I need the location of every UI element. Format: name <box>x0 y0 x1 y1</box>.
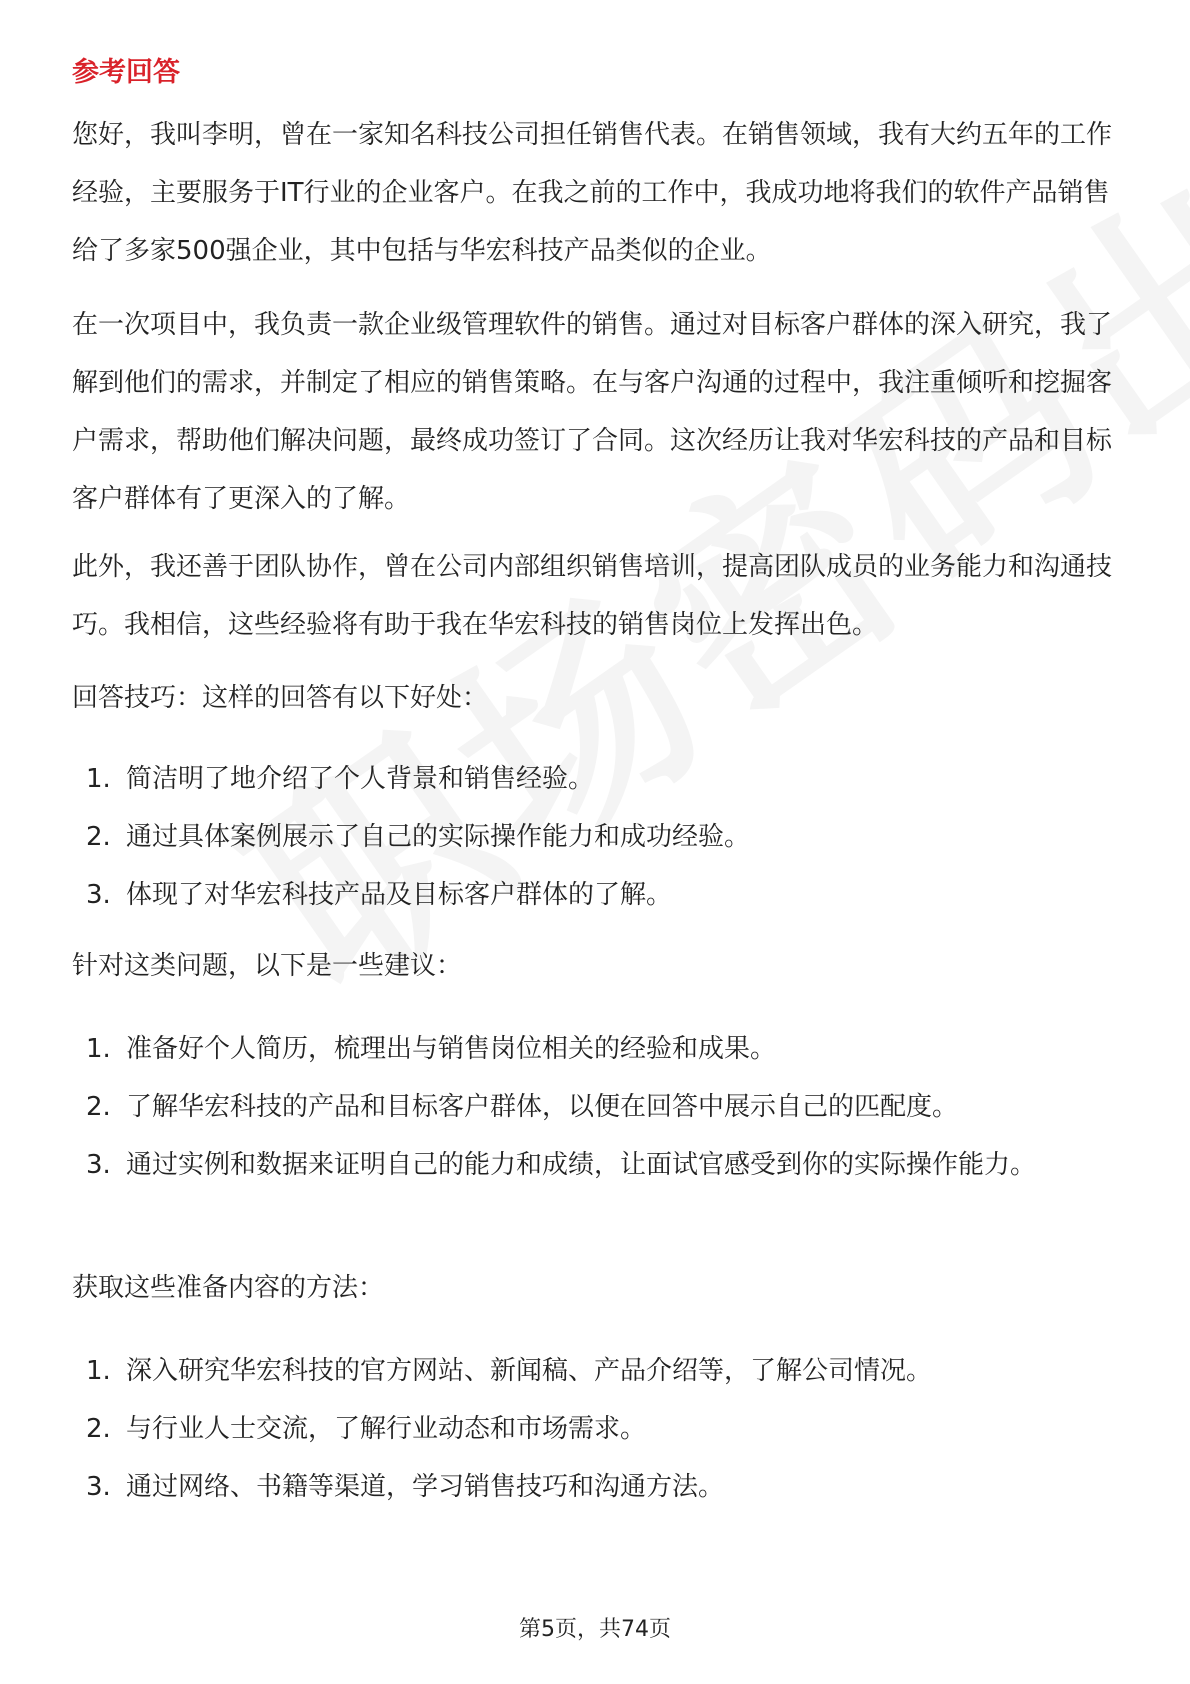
list-item <box>72 1020 1122 1078</box>
list-text: 准备好个人简历，梳理出与销售岗位相关的经验和成果。 <box>126 1034 777 1064</box>
tips-list <box>72 750 1122 924</box>
tips-label: 回答技巧：这样的回答有以下好处： <box>72 683 489 713</box>
list-number: 1. <box>86 1356 111 1386</box>
answer-paragraph-2: 在一次项目中，我负责一款企业级管理软件的销售。通过对目标客户群体的深入研究，我了解到他们的需求，并制定了相应的销售策略。在与客户沟通的过程中，我注重倾听和挖掘客户需求，帮助他们解决问题，最终成功签订了合同。这次经历让我对华宏科技的产品和目标客户群体有了更深入的了解。 <box>72 310 1113 514</box>
answer-paragraph-3: 此外，我还善于团队协作，曾在公司内部组织销售培训，提高团队成员的业务能力和沟通技巧。我相信，这些经验将有助于我在华宏科技的销售岗位上发挥出色。 <box>72 552 1113 640</box>
list-number: 1. <box>86 764 111 794</box>
list-item <box>72 1136 1122 1194</box>
list-number: 3. <box>86 1150 111 1180</box>
section-heading: 参考回答 <box>72 57 180 88</box>
list-number: 1. <box>86 1034 111 1064</box>
methods-label: 获取这些准备内容的方法： <box>72 1273 385 1303</box>
list-item <box>72 1078 1122 1136</box>
list-item <box>72 1342 1122 1400</box>
list-item <box>72 808 1122 866</box>
list-number: 3. <box>86 880 111 910</box>
list-text: 了解华宏科技的产品和目标客户群体，以便在回答中展示自己的匹配度。 <box>126 1092 959 1122</box>
list-item <box>72 1400 1122 1458</box>
page-footer: 第5页，共74页 <box>519 1617 671 1642</box>
list-text: 通过实例和数据来证明自己的能力和成绩，让面试官感受到你的实际操作能力。 <box>126 1150 1037 1180</box>
list-text: 通过具体案例展示了自己的实际操作能力和成功经验。 <box>126 822 751 852</box>
list-number: 2. <box>86 1092 111 1122</box>
list-number: 3. <box>86 1472 111 1502</box>
advice-list <box>72 1020 1122 1194</box>
list-item <box>72 1458 1122 1516</box>
list-item <box>72 866 1122 924</box>
list-item <box>72 750 1122 808</box>
answer-paragraph-1: 您好，我叫李明，曾在一家知名科技公司担任销售代表。在销售领域，我有大约五年的工作经验，主要服务于IT行业的企业客户。在我之前的工作中，我成功地将我们的软件产品销售给了多家500强企业，其中包括与华宏科技产品类似的企业。 <box>72 120 1113 266</box>
list-text: 与行业人士交流，了解行业动态和市场需求。 <box>126 1414 647 1444</box>
list-number: 2. <box>86 1414 111 1444</box>
list-number: 2. <box>86 822 111 852</box>
methods-list <box>72 1342 1122 1516</box>
advice-label: 针对这类问题，以下是一些建议： <box>72 951 463 981</box>
list-text: 通过网络、书籍等渠道，学习销售技巧和沟通方法。 <box>126 1472 725 1502</box>
list-text: 深入研究华宏科技的官方网站、新闻稿、产品介绍等，了解公司情况。 <box>126 1356 933 1386</box>
list-text: 简洁明了地介绍了个人背景和销售经验。 <box>126 764 595 794</box>
list-text: 体现了对华宏科技产品及目标客户群体的了解。 <box>126 880 673 910</box>
